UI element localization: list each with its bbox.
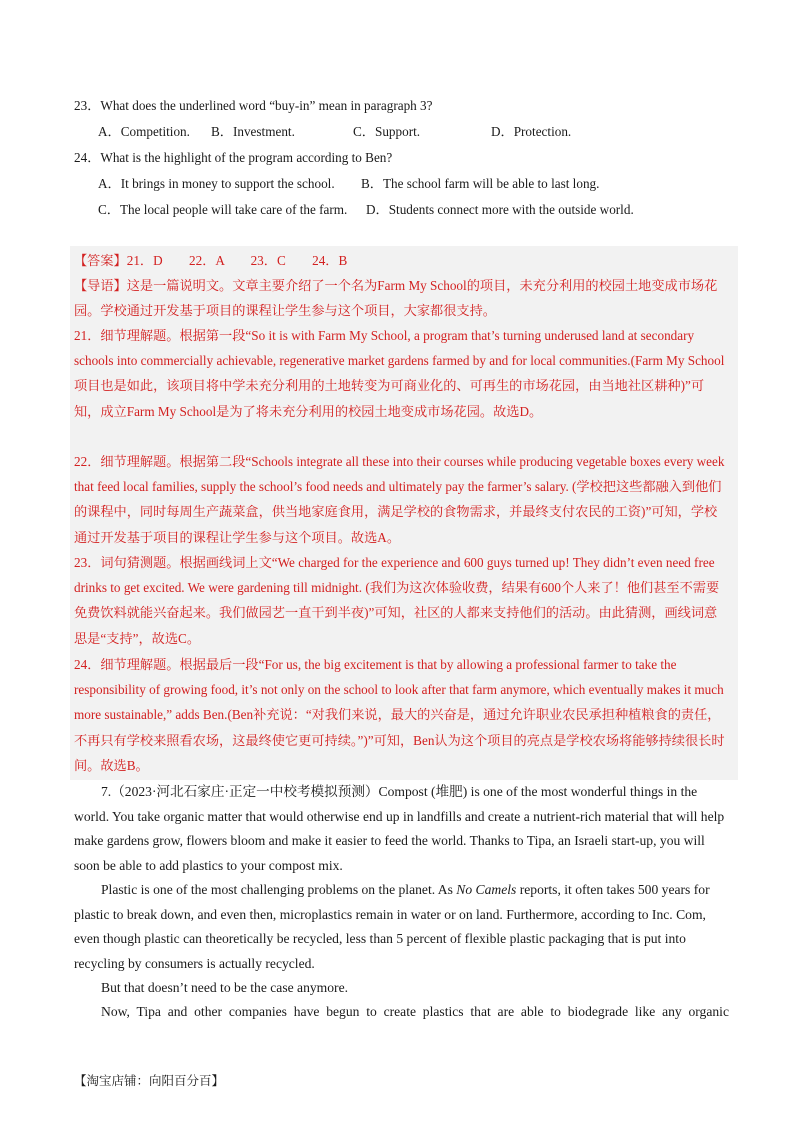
explanation-22: 22．细节理解题。根据第二段“Schools integrate all these into their courses while producing vegetable boxes every week that feed local families, supply the school’s food needs and ultimately pay the farmer’s salary. (学校把这些都融入到他们的课程中，同时每周生产蔬菜盒，供当地家庭食用，满足学校的食物需求，并最终支付农民的工资)”可知，学校通过开发基于项目的课程让学生参与这个项目。故选A。	[74, 454, 725, 545]
q23-option-b: B．Investment.	[211, 124, 295, 139]
question-23-stem: 23．What does the underlined word “buy-in” mean in paragraph 3?	[74, 98, 433, 113]
guide-text: 【导语】这是一篇说明文。文章主要介绍了一个名为Farm My School的项目，未充分利用的校园土地变成市场花园。学校通过开发基于项目的课程让学生参与这个项目，大家都很支持。	[74, 278, 718, 319]
q23-option-c: C．Support.	[353, 124, 421, 139]
q24-option-b: B．The school farm will be able to last long.	[361, 176, 600, 191]
explanation-24: 24．细节理解题。根据最后一段“For us, the big excitement is that by allowing a professional farmer to take the responsibility of growing food, it’s not only on the school to look after that farm anymore, which eventually makes it much more sustainable,” adds Ben.(Ben补充说：“对我们来说，最大的兴奋是，通过允许职业农民承担种植粮食的责任，不再只有学校来照看农场，这最终使它更可持续。”)”可知，Ben认为这个项目的亮点是学校农场将能够持续很长时间。故选B。	[74, 657, 725, 773]
q24-option-a: A．It brings in money to support the school.	[98, 176, 335, 191]
paragraph-2-text-a: Plastic is one of the most challenging problems on the planet. As	[101, 882, 457, 897]
passage-paragraph-4: Now, Tipa and other companies have begun to create plastics that are able to biodegrade like any organic	[101, 1004, 729, 1019]
passage-paragraph-2	[74, 878, 729, 976]
q24-option-c: C．The local people will take care of the farm.	[98, 202, 348, 217]
answer-key: 【答案】21．D 22．A 23．C 24．B	[74, 253, 348, 268]
source-title: No Camels	[456, 882, 517, 897]
question-24-stem: 24．What is the highlight of the program according to Ben?	[74, 150, 393, 165]
q24-option-d: D．Students connect more with the outside world.	[366, 202, 634, 217]
passage-paragraph-3: But that doesn’t need to be the case anymore.	[101, 980, 349, 995]
passage-paragraph-1: 7.（2023·河北石家庄·正定一中校考模拟预测）Compost (堆肥) is one of the most wonderful things in the world. You take organic matter that would otherwise end up in landfills and create a nutrient-rich material that will help make gardens grow, flowers bloom and make it easier to feed the world. Thanks to Tipa, an Israeli start-up, you will soon be able to add plastics to your compost mix.	[74, 784, 725, 873]
explanation-21: 21．细节理解题。根据第一段“So it is with Farm My School, a program that’s turning underused land at secondary schools into commercially achievable, regenerative market gardens farmed by and for local communities.(Farm My School项目也是如此，该项目将中学未充分利用的土地转变为可商业化的、可再生的市场花园，由当地社区耕种)”可知，成立Farm My School是为了将未充分利用的校园土地变成市场花园。故选D。	[74, 328, 725, 419]
paragraph-2-text-b: reports, it often takes 500 years for plastic to break down, and even then, microplastics remain in water or on land. Furthermore, according to Inc. Com, even though plastic can theoretically be recycled, less than 5 percent of flexible plastic packaging that is put into recycling by consumers is actually recycled.	[74, 882, 710, 971]
q23-option-d: D．Protection.	[491, 124, 572, 139]
explanation-23: 23．词句猜测题。根据画线词上文“We charged for the experience and 600 guys turned up! They didn’t even need free drinks to get excited. We were gardening till midnight. (我们为这次体验收费，结果有600个人来了！他们甚至不需要免费饮料就能兴奋起来。我们做园艺一直干到半夜)”可知，社区的人都来支持他们的活动。由此猜测，画线词意思是“支持”，故选C。	[74, 555, 720, 646]
q23-option-a: A．Competition.	[98, 124, 190, 139]
store-footer: 【淘宝店铺：向阳百分百】	[74, 1074, 225, 1088]
